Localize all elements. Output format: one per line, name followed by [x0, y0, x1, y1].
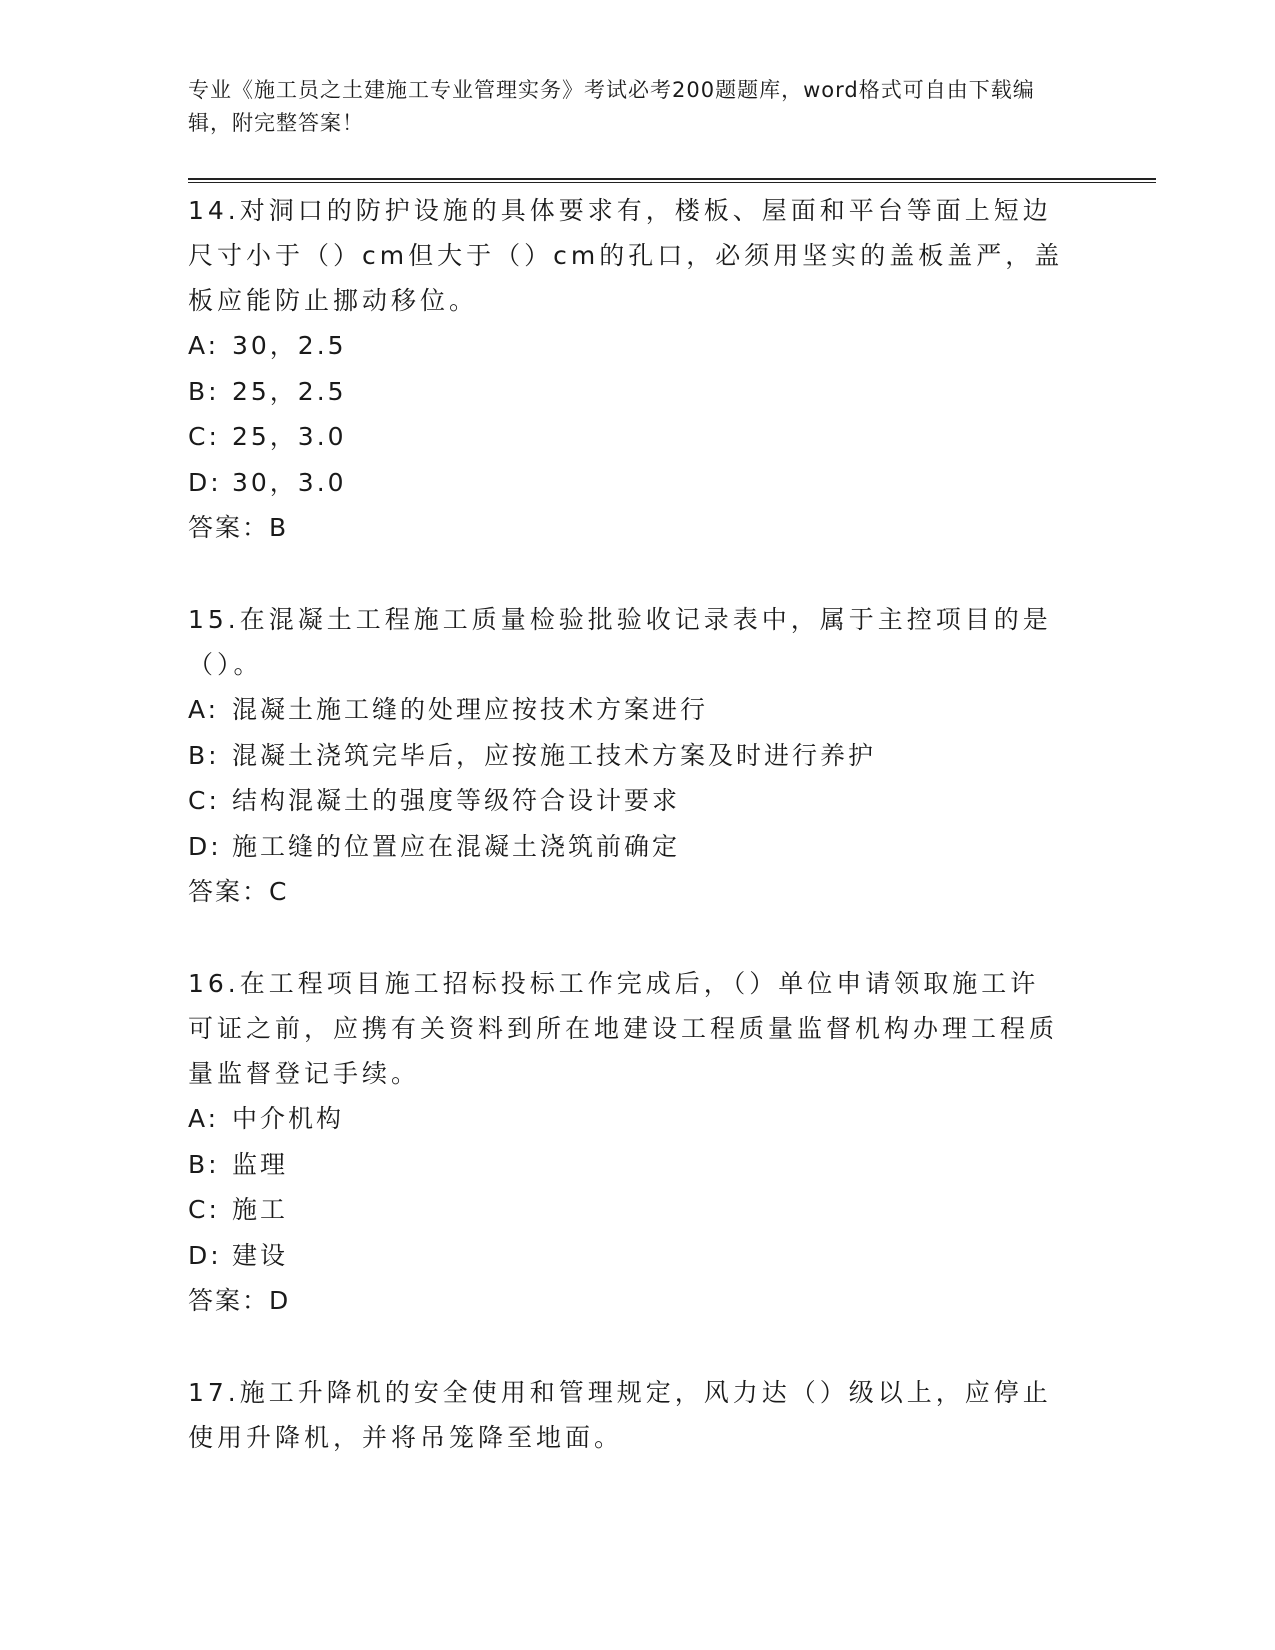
question-spacer: [188, 915, 1068, 961]
question-stem: 15.在混凝土工程施工质量检验批验收记录表中，属于主控项目的是（）。: [188, 605, 1052, 679]
question-stem: 16.在工程项目施工招标投标工作完成后，（）单位申请领取施工许可证之前，应携有关资料到所在地建设工程质量监督机构办理工程质量监督登记手续。: [188, 969, 1059, 1088]
option-key: A:: [188, 331, 220, 360]
question-14: [188, 188, 1068, 551]
option-b: [188, 733, 1068, 779]
question-16: [188, 961, 1068, 1324]
option-text: 30，2.5: [232, 331, 347, 360]
question-stem: 17.施工升降机的安全使用和管理规定，风力达（）级以上，应停止使用升降机，并将吊笼降至地面。: [188, 1378, 1052, 1452]
option-key: C:: [188, 786, 220, 815]
question-list: [188, 188, 1068, 1460]
document-header: 专业《施工员之土建施工专业管理实务》考试必考200题题库，word格式可自由下载编辑，附完整答案！: [188, 78, 1035, 135]
option-key: A:: [188, 695, 220, 724]
question-17: [188, 1370, 1068, 1460]
header-divider: [188, 178, 1156, 183]
option-b: [188, 369, 1068, 415]
option-text: 施工缝的位置应在混凝土浇筑前确定: [232, 831, 681, 861]
option-text: 施工: [232, 1195, 289, 1224]
option-text: 混凝土浇筑完毕后，应按施工技术方案及时进行养护: [232, 740, 877, 770]
option-c: [188, 414, 1068, 460]
option-text: 中介机构: [232, 1104, 345, 1133]
option-text: 建设: [232, 1240, 289, 1270]
option-text: 30，3.0: [232, 467, 347, 497]
option-text: 25，2.5: [232, 376, 347, 406]
option-key: D:: [188, 1240, 222, 1270]
answer-line: 答案：B: [188, 513, 289, 542]
option-c: [188, 1187, 1068, 1233]
option-a: [188, 1096, 1068, 1142]
answer-line: 答案：C: [188, 877, 289, 906]
question-stem: 14.对洞口的防护设施的具体要求有，楼板、屋面和平台等面上短边尺寸小于（）cm但大于（）cm的孔口，必须用坚实的盖板盖严，盖板应能防止挪动移位。: [188, 196, 1064, 315]
option-a: [188, 687, 1068, 733]
option-d: [188, 1233, 1068, 1279]
option-text: 结构混凝土的强度等级符合设计要求: [232, 786, 681, 815]
option-b: [188, 1142, 1068, 1188]
option-text: 监理: [232, 1149, 289, 1179]
option-c: [188, 778, 1068, 824]
option-key: B:: [188, 740, 220, 770]
option-key: B:: [188, 1149, 220, 1179]
question-15: [188, 597, 1068, 915]
option-key: A:: [188, 1104, 220, 1133]
answer-line: 答案：D: [188, 1286, 291, 1315]
question-spacer: [188, 551, 1068, 597]
option-a: [188, 323, 1068, 369]
option-text: 25，3.0: [232, 422, 347, 451]
option-d: [188, 824, 1068, 870]
option-d: [188, 460, 1068, 506]
question-spacer: [188, 1324, 1068, 1370]
option-key: C:: [188, 1195, 220, 1224]
option-key: D:: [188, 831, 222, 861]
option-text: 混凝土施工缝的处理应按技术方案进行: [232, 695, 709, 724]
option-key: B:: [188, 376, 220, 406]
option-key: D:: [188, 467, 222, 497]
option-key: C:: [188, 422, 220, 451]
